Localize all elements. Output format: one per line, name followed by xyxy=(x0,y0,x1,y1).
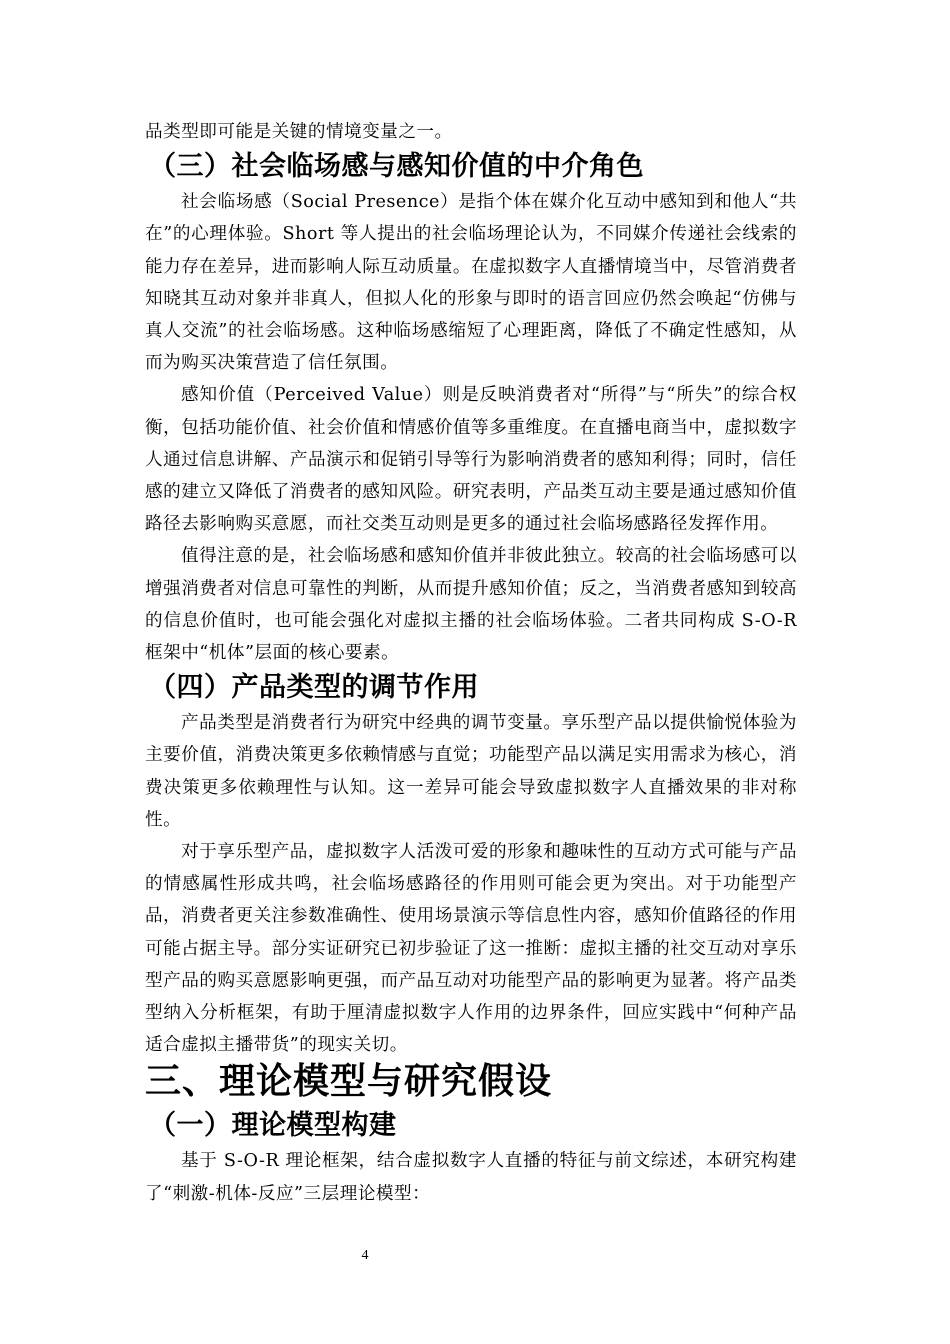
paragraph-perceived-value: 感知价值（Perceived Value）则是反映消费者对“所得”与“所失”的综合权衡，包括功能价值、社会价值和情感价值等多重维度。在直播电商当中，虚拟数字人通过信息讲解、产品演示和促销引导等行为影响消费者的感知利得；同时，信任感的建立又降低了消费者的感知风险。研究表明，产品类互动主要是通过感知价值路径去影响购买意愿，而社交类互动则是更多的通过社会临场感路径发挥作用。 xyxy=(145,385,797,535)
page-body xyxy=(145,116,797,1210)
section-heading-model-construction: （一）理论模型构建 xyxy=(149,1110,397,1142)
chapter-heading-model: 三、理论模型与研究假设 xyxy=(145,1061,553,1103)
paragraph-social-presence: 社会临场感（Social Presence）是指个体在媒介化互动中感知到和他人“共在”的心理体验。Short 等人提出的社会临场理论认为，不同媒介传递社会线索的能力存在差异，进而影响人际互动质量。在虚拟数字人直播情境当中，尽管消费者知晓其互动对象并非真人，但拟人化的形象与即时的语言回应仍然会唤起“仿佛与真人交流”的社会临场感。这种临场感缩短了心理距离，降低了不确定性感知，从而为购买决策营造了信任氛围。 xyxy=(145,192,797,374)
paragraph-continuation: 品类型即可能是关键的情境变量之一。 xyxy=(145,122,453,142)
paragraph-hedonic-functional: 对于享乐型产品，虚拟数字人活泼可爱的形象和趣味性的互动方式可能与产品的情感属性形成共鸣，社会临场感路径的作用则可能会更为突出。对于功能型产品，消费者更关注参数准确性、使用场景演示等信息性内容，感知价值路径的作用可能占据主导。部分实证研究已初步验证了这一推断：虚拟主播的社交互动对享乐型产品的购买意愿影响更强，而产品互动对功能型产品的影响更为显著。将产品类型纳入分析框架，有助于厘清虚拟数字人作用的边界条件，回应实践中“何种产品适合虚拟主播带货”的现实关切。 xyxy=(145,842,797,1056)
page-number: 4 xyxy=(361,1248,369,1263)
section-heading-social-presence: （三）社会临场感与感知价值的中介角色 xyxy=(149,151,644,183)
paragraph-interrelation: 值得注意的是，社会临场感和感知价值并非彼此独立。较高的社会临场感可以增强消费者对信息可靠性的判断，从而提升感知价值；反之，当消费者感知到较高的信息价值时，也可能会强化对虚拟主播的社会临场体验。二者共同构成 S-O-R 框架中“机体”层面的核心要素。 xyxy=(145,546,797,664)
paragraph-model-construction: 基于 S-O-R 理论框架，结合虚拟数字人直播的特征与前文综述，本研究构建了“刺激-机体-反应”三层理论模型： xyxy=(145,1151,797,1204)
paragraph-product-type-moderator: 产品类型是消费者行为研究中经典的调节变量。享乐型产品以提供愉悦体验为主要价值，消费决策更多依赖情感与直觉；功能型产品以满足实用需求为核心，消费决策更多依赖理性与认知。这一差异可能会导致虚拟数字人直播效果的非对称性。 xyxy=(145,713,797,830)
section-heading-product-type: （四）产品类型的调节作用 xyxy=(149,672,479,704)
